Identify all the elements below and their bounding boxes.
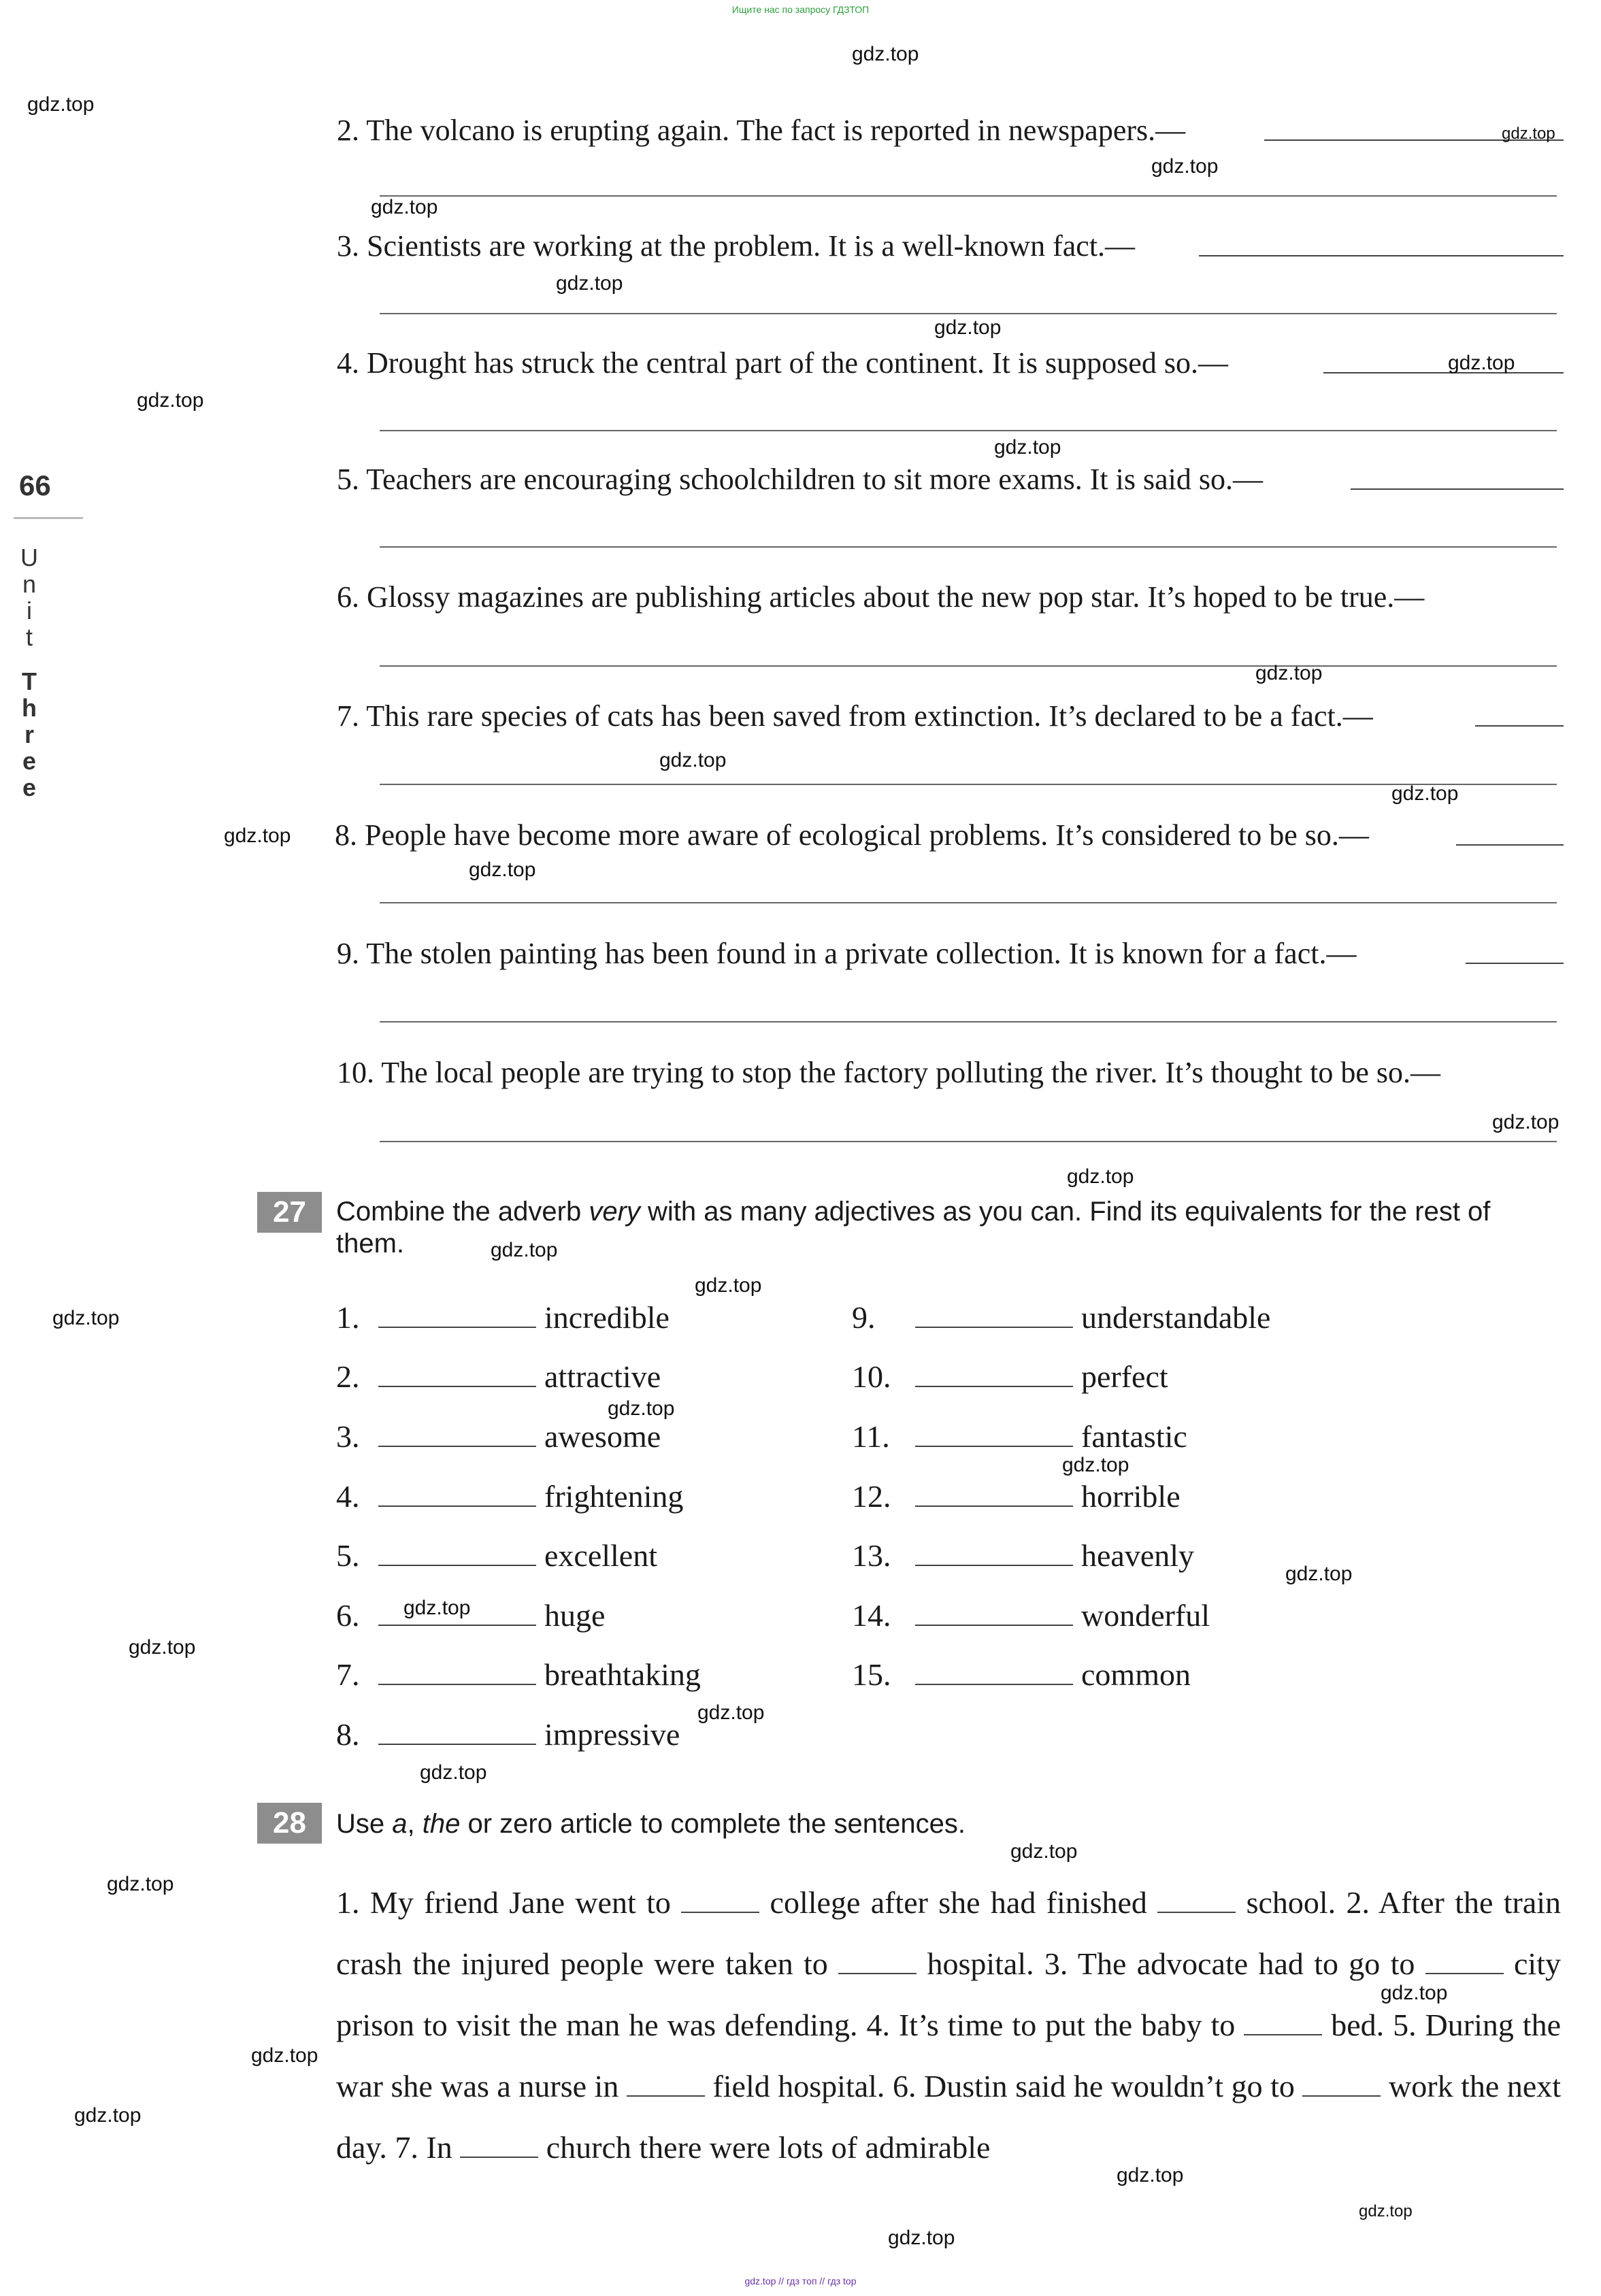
answer-blank[interactable] xyxy=(915,1386,1073,1387)
adjective-item xyxy=(852,1478,1181,1514)
paragraph-text: field hospital. 6. Dustin said he wouldn’t go to xyxy=(712,2069,1295,2103)
adjective-item xyxy=(336,1359,661,1395)
instruction-text: , xyxy=(407,1809,423,1839)
item-number: 14. xyxy=(852,1598,891,1633)
instruction-text: Combine the adverb xyxy=(336,1197,589,1227)
answer-line[interactable] xyxy=(380,902,1557,903)
answer-blank[interactable] xyxy=(378,1744,536,1745)
adjective-item xyxy=(852,1597,1210,1633)
item-text: This rare species of cats has been saved from extinction. It’s declared to be a fact.— xyxy=(366,699,1373,733)
answer-line[interactable] xyxy=(380,313,1557,314)
answer-blank[interactable] xyxy=(1157,1894,1236,1913)
item-number: 6. xyxy=(337,580,359,614)
answer-blank[interactable] xyxy=(681,1894,759,1913)
item-number: 1. xyxy=(336,1300,360,1335)
answer-blank[interactable] xyxy=(838,1955,917,1974)
item-number: 9. xyxy=(852,1300,876,1335)
answer-blank[interactable] xyxy=(915,1327,1073,1328)
answer-blank[interactable] xyxy=(378,1327,536,1328)
adjective-item xyxy=(336,1716,680,1752)
adjective-word: horrible xyxy=(1081,1479,1181,1514)
exercise-27-badge: 27 xyxy=(257,1192,322,1233)
adjective-item xyxy=(336,1299,670,1335)
answer-blank[interactable] xyxy=(378,1446,536,1447)
item-text: People have become more aware of ecological problems. It’s considered to be so.— xyxy=(365,818,1369,852)
instruction-text: Use xyxy=(336,1809,393,1839)
instruction-italic: a xyxy=(392,1809,408,1839)
answer-line[interactable] xyxy=(380,195,1557,197)
paragraph-text: hospital. 3. The advocate had to go to xyxy=(927,1946,1415,1981)
watermark: gdz.top xyxy=(74,2104,142,2127)
answer-blank[interactable] xyxy=(1351,488,1564,490)
answer-blank[interactable] xyxy=(1456,844,1564,846)
watermark: gdz.top xyxy=(1255,662,1323,684)
answer-blank[interactable] xyxy=(915,1446,1073,1447)
watermark: gdz.top xyxy=(1448,352,1515,374)
adjective-word: heavenly xyxy=(1081,1538,1195,1573)
watermark: gdz.top xyxy=(371,196,438,218)
watermark: gdz.top xyxy=(659,749,727,771)
item-number: 4. xyxy=(336,1479,360,1514)
adjective-item xyxy=(336,1537,657,1574)
item-text: Teachers are encouraging schoolchildren to sit more exams. It is said so.— xyxy=(366,463,1263,496)
sentence-item xyxy=(337,346,1562,380)
paragraph-text: 1. My friend Jane went to xyxy=(336,1885,671,1920)
item-number: 8. xyxy=(335,818,357,852)
adjective-word: huge xyxy=(544,1598,606,1633)
watermark: gdz.top xyxy=(695,1274,762,1297)
adjective-word: incredible xyxy=(544,1300,670,1335)
answer-line[interactable] xyxy=(380,430,1557,431)
instruction-italic: the xyxy=(422,1809,461,1839)
watermark: gdz.top xyxy=(888,2227,955,2249)
item-text: The stolen painting has been found in a private collection. It is known for a fact.— xyxy=(366,937,1357,970)
watermark: gdz.top xyxy=(1067,1165,1134,1188)
answer-blank[interactable] xyxy=(1475,725,1564,727)
adjective-word: breathtaking xyxy=(544,1657,701,1692)
watermark: gdz.top xyxy=(852,43,919,65)
watermark: gdz.top xyxy=(1117,2164,1184,2186)
item-number: 4. xyxy=(337,346,359,380)
paragraph-text: church there were lots of admirable xyxy=(546,2130,991,2165)
watermark: gdz.top xyxy=(491,1239,558,1261)
answer-blank[interactable] xyxy=(378,1625,536,1626)
exercise-28-badge: 28 xyxy=(257,1803,322,1844)
adjective-word: excellent xyxy=(544,1538,658,1573)
adjective-word: fantastic xyxy=(1081,1419,1187,1454)
sentence-item xyxy=(337,936,1562,971)
item-number: 10. xyxy=(337,1056,374,1089)
item-number: 9. xyxy=(337,937,359,970)
item-text: Glossy magazines are publishing articles about the new pop star. It’s hoped to be true.— xyxy=(367,580,1425,614)
item-number: 3. xyxy=(337,229,359,263)
watermark: gdz.top xyxy=(403,1597,471,1619)
answer-blank[interactable] xyxy=(915,1565,1073,1566)
watermark: gdz.top xyxy=(107,1873,174,1895)
watermark: gdz.top xyxy=(27,93,95,116)
item-number: 11. xyxy=(852,1419,890,1454)
instruction-text: or zero article to complete the sentences. xyxy=(460,1809,965,1839)
watermark: gdz.top xyxy=(1285,1563,1353,1585)
watermark: gdz.top xyxy=(608,1397,675,1420)
answer-blank[interactable] xyxy=(1244,2016,1322,2035)
item-number: 5. xyxy=(336,1538,360,1573)
adjective-word: frightening xyxy=(544,1479,684,1514)
item-text: Scientists are working at the problem. It is a well-known fact.— xyxy=(367,229,1136,263)
answer-blank[interactable] xyxy=(1323,372,1564,373)
watermark: gdz.top xyxy=(469,859,536,881)
adjective-item xyxy=(336,1657,701,1693)
answer-blank[interactable] xyxy=(378,1565,536,1566)
sentence-item xyxy=(335,818,1559,852)
answer-line[interactable] xyxy=(380,784,1557,785)
adjective-word: common xyxy=(1081,1657,1191,1692)
watermark: gdz.top xyxy=(697,1701,765,1724)
answer-line[interactable] xyxy=(380,665,1557,667)
item-text: The local people are trying to stop the factory polluting the river. It’s thought to be so.— xyxy=(381,1056,1440,1089)
sentence-item xyxy=(337,1055,1562,1090)
watermark: gdz.top xyxy=(934,316,1002,339)
adjective-item xyxy=(852,1359,1168,1395)
watermark: gdz.top xyxy=(224,825,291,847)
watermark: gdz.top xyxy=(1062,1454,1129,1476)
adjective-word: wonderful xyxy=(1081,1598,1210,1633)
exercise-28-paragraph xyxy=(336,1872,1561,2178)
paragraph-text: college after she had finished xyxy=(770,1885,1147,1920)
adjective-item xyxy=(336,1478,683,1514)
watermark: gdz.top xyxy=(52,1307,120,1329)
answer-blank[interactable] xyxy=(915,1625,1073,1626)
watermark: gdz.top xyxy=(251,2044,318,2067)
item-number: 15. xyxy=(852,1657,891,1692)
item-number: 10. xyxy=(852,1359,891,1394)
watermark: gdz.top xyxy=(1492,1111,1559,1133)
watermark: gdz.top xyxy=(1359,2202,1413,2220)
watermark: gdz.top xyxy=(129,1636,196,1659)
adjective-item xyxy=(852,1418,1187,1454)
watermark: gdz.top xyxy=(1010,1840,1078,1863)
adjective-item xyxy=(852,1299,1270,1335)
adjective-word: understandable xyxy=(1081,1300,1271,1335)
answer-blank[interactable] xyxy=(378,1684,536,1685)
adjective-item xyxy=(852,1537,1194,1574)
paragraph-text: bed. 5. During the war she was a nurse in xyxy=(336,2008,1562,2103)
answer-blank[interactable] xyxy=(1302,2078,1381,2097)
answer-blank[interactable] xyxy=(1199,255,1564,256)
item-number: 8. xyxy=(336,1717,360,1752)
item-number: 6. xyxy=(336,1598,360,1633)
sentence-item xyxy=(337,580,1562,614)
unit-label: U n i t T h r e e xyxy=(12,544,46,801)
page-number-rule xyxy=(14,517,83,519)
answer-blank[interactable] xyxy=(460,2139,538,2158)
item-number: 5. xyxy=(337,463,359,496)
header-note: Ищите нас по запросу ГДЗТОП xyxy=(731,4,870,15)
watermark: gdz.top xyxy=(1151,155,1219,178)
adjective-word: impressive xyxy=(544,1717,680,1752)
watermark: gdz.top xyxy=(1391,782,1459,805)
item-number: 7. xyxy=(337,699,359,733)
item-number: 12. xyxy=(852,1479,891,1514)
watermark: gdz.top xyxy=(994,436,1061,459)
paragraph-text: work the next day. 7. In xyxy=(336,2069,1562,2165)
sentence-item xyxy=(337,699,1562,733)
watermark: gdz.top xyxy=(1502,124,1555,143)
answer-blank[interactable] xyxy=(378,1386,536,1387)
watermark: gdz.top xyxy=(1381,1982,1448,2004)
paragraph-text: city prison to visit the man he was defending. 4. It’s time to put the baby to xyxy=(336,1946,1561,2042)
item-number: 13. xyxy=(852,1538,891,1573)
answer-blank[interactable] xyxy=(1425,1955,1504,1974)
item-number: 7. xyxy=(336,1657,360,1692)
answer-blank[interactable] xyxy=(915,1684,1073,1685)
sentence-item xyxy=(337,229,1562,263)
item-text: The volcano is erupting again. The fact is reported in newspapers.— xyxy=(366,114,1186,147)
instruction-italic: very xyxy=(589,1197,640,1227)
footer-note: gdz.top // гдз топ // гдз top xyxy=(744,2276,857,2286)
item-number: 2. xyxy=(336,1359,360,1394)
watermark: gdz.top xyxy=(420,1761,487,1784)
adjective-item xyxy=(336,1597,605,1633)
answer-blank[interactable] xyxy=(1466,963,1564,964)
answer-blank[interactable] xyxy=(378,1505,536,1507)
answer-line[interactable] xyxy=(380,1021,1557,1022)
instruction-text: with as many adjectives as you can. Find its equivalents for the rest of them. xyxy=(336,1197,1491,1259)
sentence-item xyxy=(337,113,1562,148)
answer-line[interactable] xyxy=(380,1141,1557,1142)
item-number: 3. xyxy=(336,1419,360,1454)
sentence-item xyxy=(337,462,1562,497)
watermark: gdz.top xyxy=(556,272,623,295)
answer-blank[interactable] xyxy=(627,2078,705,2097)
adjective-item xyxy=(852,1657,1191,1693)
adjective-word: awesome xyxy=(544,1419,661,1454)
item-text: Drought has struck the central part of the continent. It is supposed so.— xyxy=(367,346,1228,380)
exercise-28-instruction xyxy=(336,1808,1561,1840)
item-number: 2. xyxy=(337,114,359,147)
watermark: gdz.top xyxy=(137,389,204,412)
adjective-word: perfect xyxy=(1081,1359,1168,1394)
adjective-word: attractive xyxy=(544,1359,661,1394)
answer-line[interactable] xyxy=(380,546,1557,548)
adjective-item xyxy=(336,1418,661,1454)
paragraph-text: school. 2. After the train crash the injured people were taken to xyxy=(336,1885,1562,1981)
page-number: 66 xyxy=(19,469,51,501)
answer-blank[interactable] xyxy=(915,1505,1073,1507)
